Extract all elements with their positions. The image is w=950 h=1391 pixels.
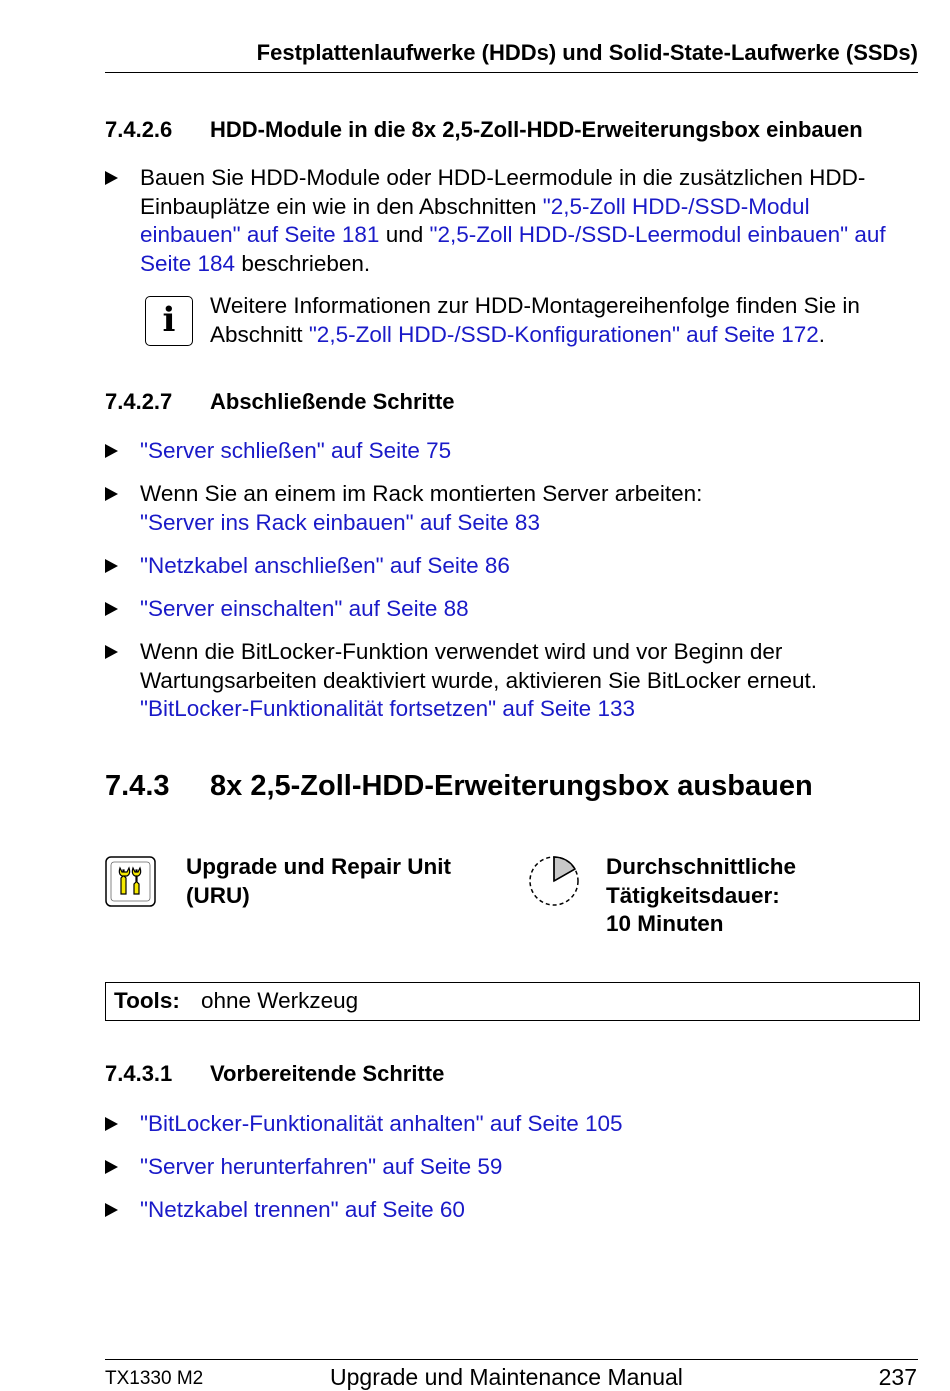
bullet-arrow-icon (105, 443, 119, 463)
section-heading-7-4-3 (105, 770, 813, 803)
uru-label-line: Upgrade und Repair Unit (186, 854, 452, 879)
section-heading-7-4-3-1 (105, 1061, 444, 1087)
cross-reference-link[interactable]: "2,5-Zoll HDD-/SSD-Konfigurationen" auf Seite 172 (308, 321, 819, 347)
bullet-arrow-icon (105, 558, 119, 578)
bullet-item (140, 164, 915, 278)
page-number: 237 (878, 1364, 917, 1390)
duration-label (606, 853, 796, 939)
cross-reference-link[interactable]: "2,5-Zoll HDD-/SSD-Modul einbauen" auf Seite 181 (140, 193, 810, 247)
bullet-text: und (379, 222, 430, 247)
section-title: Vorbereitende Schritte (210, 1061, 445, 1086)
bullet-arrow-icon (105, 1159, 119, 1179)
cross-reference-link[interactable]: "Netzkabel trennen" auf Seite 60 (140, 1197, 465, 1222)
section-heading-7-4-2-6 (105, 117, 863, 143)
bullet-text: Wenn die BitLocker-Funktion verwendet wird und vor Beginn der Wartungsarbeiten deaktiviert wurde, aktivieren Sie BitLocker erneut. (140, 639, 817, 693)
duration-value: 10 Minuten (606, 911, 724, 936)
footer-product: TX1330 M2 (105, 1368, 204, 1389)
duration-label-line: Tätigkeitsdauer: (606, 882, 780, 908)
info-text: Weitere Informationen zur HDD-Montagereihenfolge finden Sie in Abschnitt (210, 293, 860, 347)
running-header: Festplattenlaufwerke (HDDs) und Solid-State-Laufwerke (SSDs) (256, 40, 918, 65)
bullet-arrow-icon (105, 644, 119, 664)
bullet-text: Bauen Sie HDD-Module oder HDD-Leermodule in die zusätzlichen HDD-Einbauplätze ein wie in den Abschnitten (140, 165, 866, 219)
section-number: 7.4.2.7 (105, 389, 173, 414)
cross-reference-link[interactable]: "Netzkabel anschließen" auf Seite 86 (140, 553, 510, 578)
cross-reference-link[interactable]: "BitLocker-Funktionalität fortsetzen" auf Seite 133 (140, 696, 635, 721)
cross-reference-link[interactable]: "Server ins Rack einbauen" auf Seite 83 (140, 509, 540, 535)
info-text: . (818, 321, 826, 347)
uru-label (186, 853, 451, 910)
footer-manual-title: Upgrade und Maintenance Manual (330, 1364, 683, 1390)
bullet-arrow-icon (105, 170, 119, 190)
duration-label-line: Durchschnittliche (606, 854, 797, 879)
tools-value: ohne Werkzeug (201, 988, 359, 1013)
tools-box (105, 982, 920, 1021)
section-title: Abschließende Schritte (210, 389, 455, 414)
bullet-arrow-icon (105, 1116, 119, 1136)
section-number: 7.4.3.1 (105, 1061, 173, 1086)
bullet-text: beschrieben. (235, 250, 371, 276)
info-icon-letter: i (162, 300, 176, 340)
cross-reference-link[interactable]: "Server einschalten" auf Seite 88 (140, 596, 469, 621)
bullet-arrow-icon (105, 601, 119, 621)
bullet-item (140, 480, 915, 537)
section-number: 7.4.2.6 (105, 117, 173, 142)
info-note (210, 292, 915, 349)
clock-icon (526, 853, 582, 915)
bullet-text: Wenn Sie an einem im Rack montierten Server arbeiten: (140, 481, 703, 506)
cross-reference-link[interactable]: "2,5-Zoll HDD-/SSD-Leermodul einbauen" auf Seite 184 (140, 222, 886, 276)
section-title: 8x 2,5-Zoll-HDD-Erweiterungsbox ausbauen (210, 770, 813, 802)
section-number: 7.4.3 (105, 770, 170, 802)
info-icon (145, 296, 193, 346)
cross-reference-link[interactable]: "BitLocker-Funktionalität anhalten" auf Seite 105 (140, 1111, 623, 1136)
cross-reference-link[interactable]: "Server herunterfahren" auf Seite 59 (140, 1154, 503, 1179)
uru-label-line: (URU) (186, 882, 250, 908)
bullet-arrow-icon (105, 1202, 119, 1222)
footer-rule (105, 1359, 918, 1360)
bullet-item (140, 638, 915, 724)
bullet-arrow-icon (105, 486, 119, 506)
header-rule (105, 72, 918, 73)
tools-icon (105, 856, 156, 913)
section-title: HDD-Module in die 8x 2,5-Zoll-HDD-Erweiterungsbox einbauen (210, 117, 863, 142)
cross-reference-link[interactable]: "Server schließen" auf Seite 75 (140, 438, 452, 463)
tools-label: Tools: (114, 988, 180, 1013)
section-heading-7-4-2-7 (105, 389, 455, 415)
